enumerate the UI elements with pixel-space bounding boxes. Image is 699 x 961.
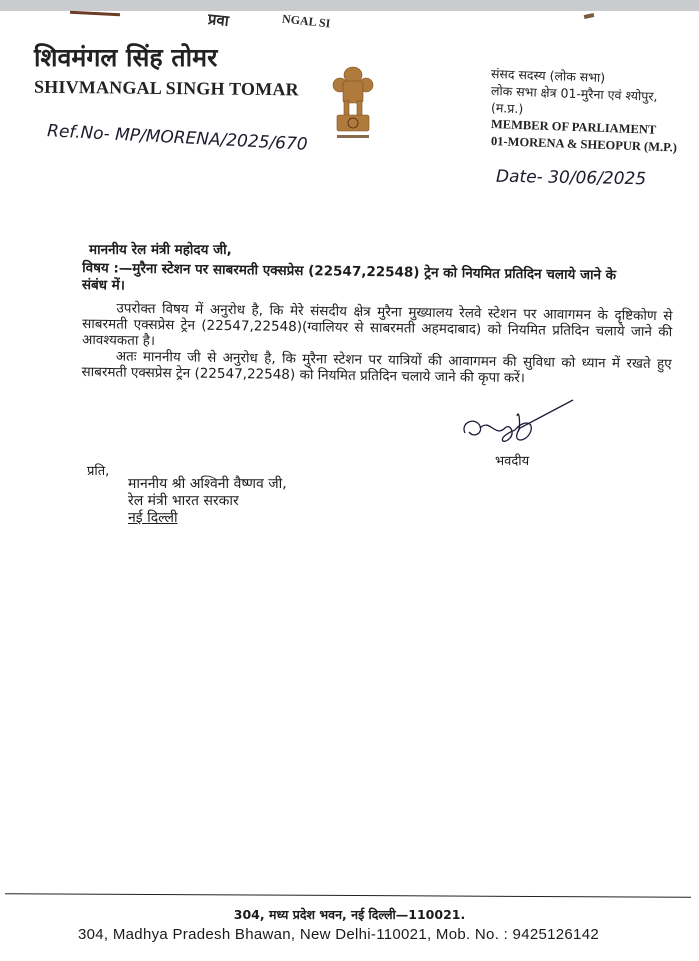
- designation-block: [490, 65, 678, 155]
- bleed-through-text: NGAL SI: [281, 11, 332, 31]
- bleed-mark: [584, 13, 595, 19]
- closing: भवदीय: [495, 454, 530, 469]
- bleed-mark: [70, 11, 120, 17]
- recipient-address: [128, 476, 287, 527]
- bleed-through-text: प्रवा: [207, 11, 230, 31]
- recipient-city: नई दिल्ली: [128, 510, 178, 526]
- letter-body: [81, 300, 672, 388]
- national-emblem-icon: [331, 63, 375, 148]
- designation-english: 01-MORENA & SHEOPUR (M.P.): [490, 134, 678, 155]
- signature-icon: [455, 398, 575, 458]
- footer-address-hindi: 304, मध्य प्रदेश भवन, नई दिल्ली—110021.: [233, 907, 466, 922]
- designation-hindi: लोक सभा क्षेत्र 01-मुरैना एवं श्योपुर,: [490, 83, 658, 104]
- subject-line: विषय :—मुरैना स्टेशन पर साबरमती एक्सप्रेस (22547,22548) ट्रेन को नियमित प्रतिदिन चलाये जाने के संबंध में।: [81, 260, 617, 294]
- top-bar: [0, 0, 699, 11]
- letter-date: Date- 30/06/2025: [495, 166, 647, 190]
- to-label: प्रति,: [87, 464, 110, 479]
- designation-english: MEMBER OF PARLIAMENT: [490, 117, 657, 137]
- sender-name-english: SHIVMANGAL SINGH TOMAR: [33, 76, 299, 100]
- designation-hindi: संसद सदस्य (लोक सभा): [490, 66, 606, 85]
- designation-hindi: (म.प्र.): [490, 100, 524, 117]
- recipient-designation: रेल मंत्री भारत सरकार: [128, 493, 239, 509]
- recipient-name: माननीय श्री अश्विनी वैष्णव जी,: [128, 476, 287, 492]
- body-paragraph: अतः माननीय जी से अनुरोध है, कि मुरैना स्टेशन पर यात्रियों की आवागमन की सुविधा को ध्यान में रखते हुए साबरमती एक्सप्रेस ट्रेन (22547,22548) को नियमित प्रतिदिन चलाये जाने की कृपा करें।: [81, 348, 672, 387]
- footer-address-english: 304, Madhya Pradesh Bhawan, New Delhi-110021, Mob. No. : 9425126142: [78, 926, 599, 943]
- reference-number: Ref.No- MP/MORENA/2025/670: [46, 121, 309, 155]
- body-paragraph: उपरोक्त विषय में अनुरोध है, कि मेरे संसदीय क्षेत्र मुरैना मुख्यालय रेलवे स्टेशन पर आवागमन के दृष्टिकोण से साबरमती एक्सप्रेस ट्रेन (22547,22548)(ग्वालियर से साबरमती अहमदाबाद) को नियमित प्रतिदिन चलाये जाने की आवश्यकता है।: [81, 300, 673, 350]
- sender-name-hindi: शिवमंगल सिंह तोमर: [34, 43, 218, 72]
- salutation: माननीय रेल मंत्री महोदय जी,: [89, 242, 232, 258]
- footer-divider: [5, 893, 691, 898]
